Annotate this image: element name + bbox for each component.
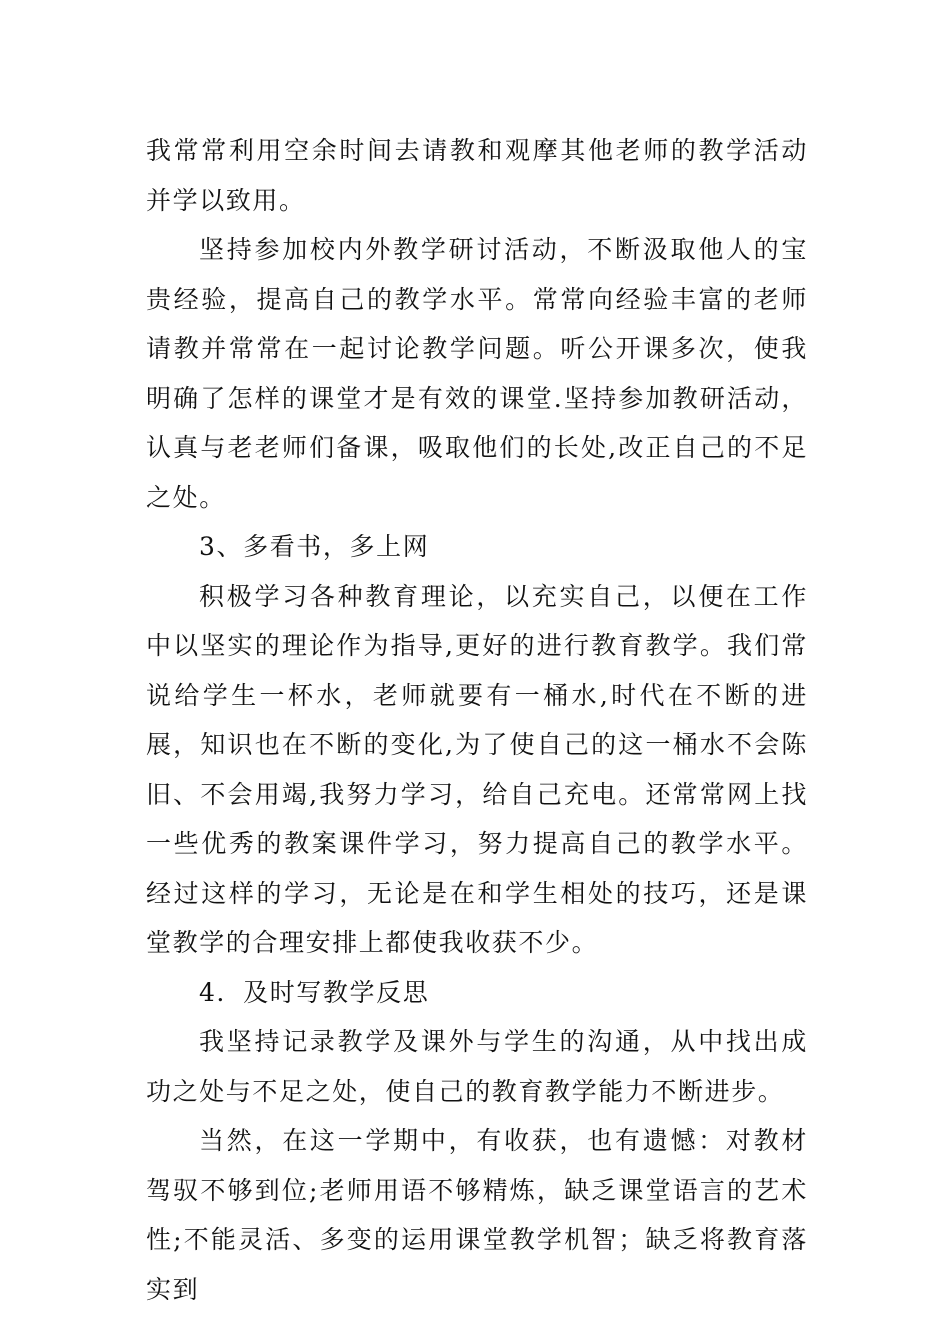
section-heading-3: 3、多看书，多上网 [199, 532, 430, 561]
section-heading-4: 4．及时写教学反思 [199, 977, 430, 1007]
paragraph-6: 我坚持记录教学及课外与学生的沟通，从中找出成功之处与不足之处，使自己的教育教学能力不断进步。 [146, 1027, 808, 1106]
paragraph-7: 当然，在这一学期中，有收获，也有遗憾：对教材驾驭不够到位;老师用语不够精炼，缺乏课堂语言的艺术性;不能灵活、多变的运用课堂教学机智；缺乏将教育落实到 [146, 1126, 808, 1304]
document-body [146, 126, 808, 1314]
paragraph-4: 积极学习各种教育理论，以充实自己，以便在工作中以坚实的理论作为指导,更好的进行教育教学。我们常说给学生一杯水，老师就要有一桶水,时代在不断的进展，知识也在不断的变化,为了使自己的这一桶水不会陈旧、不会用竭,我努力学习，给自己充电。还常常网上找一些优秀的教案课件学习，努力提高自己的教学水平。经过这样的学习，无论是在和学生相处的技巧，还是课堂教学的合理安排上都使我收获不少。 [146, 581, 808, 957]
paragraph-2: 坚持参加校内外教学研讨活动，不断汲取他人的宝贵经验，提高自己的教学水平。常常向经验丰富的老师请教并常常在一起讨论教学问题。听公开课多次，使我明确了怎样的课堂才是有效的课堂.坚持参加教研活动，认真与老老师们备课，吸取他们的长处,改正自己的不足之处。 [146, 235, 808, 512]
paragraph-1: 我常常利用空余时间去请教和观摩其他老师的教学活动并学以致用。 [146, 136, 808, 215]
